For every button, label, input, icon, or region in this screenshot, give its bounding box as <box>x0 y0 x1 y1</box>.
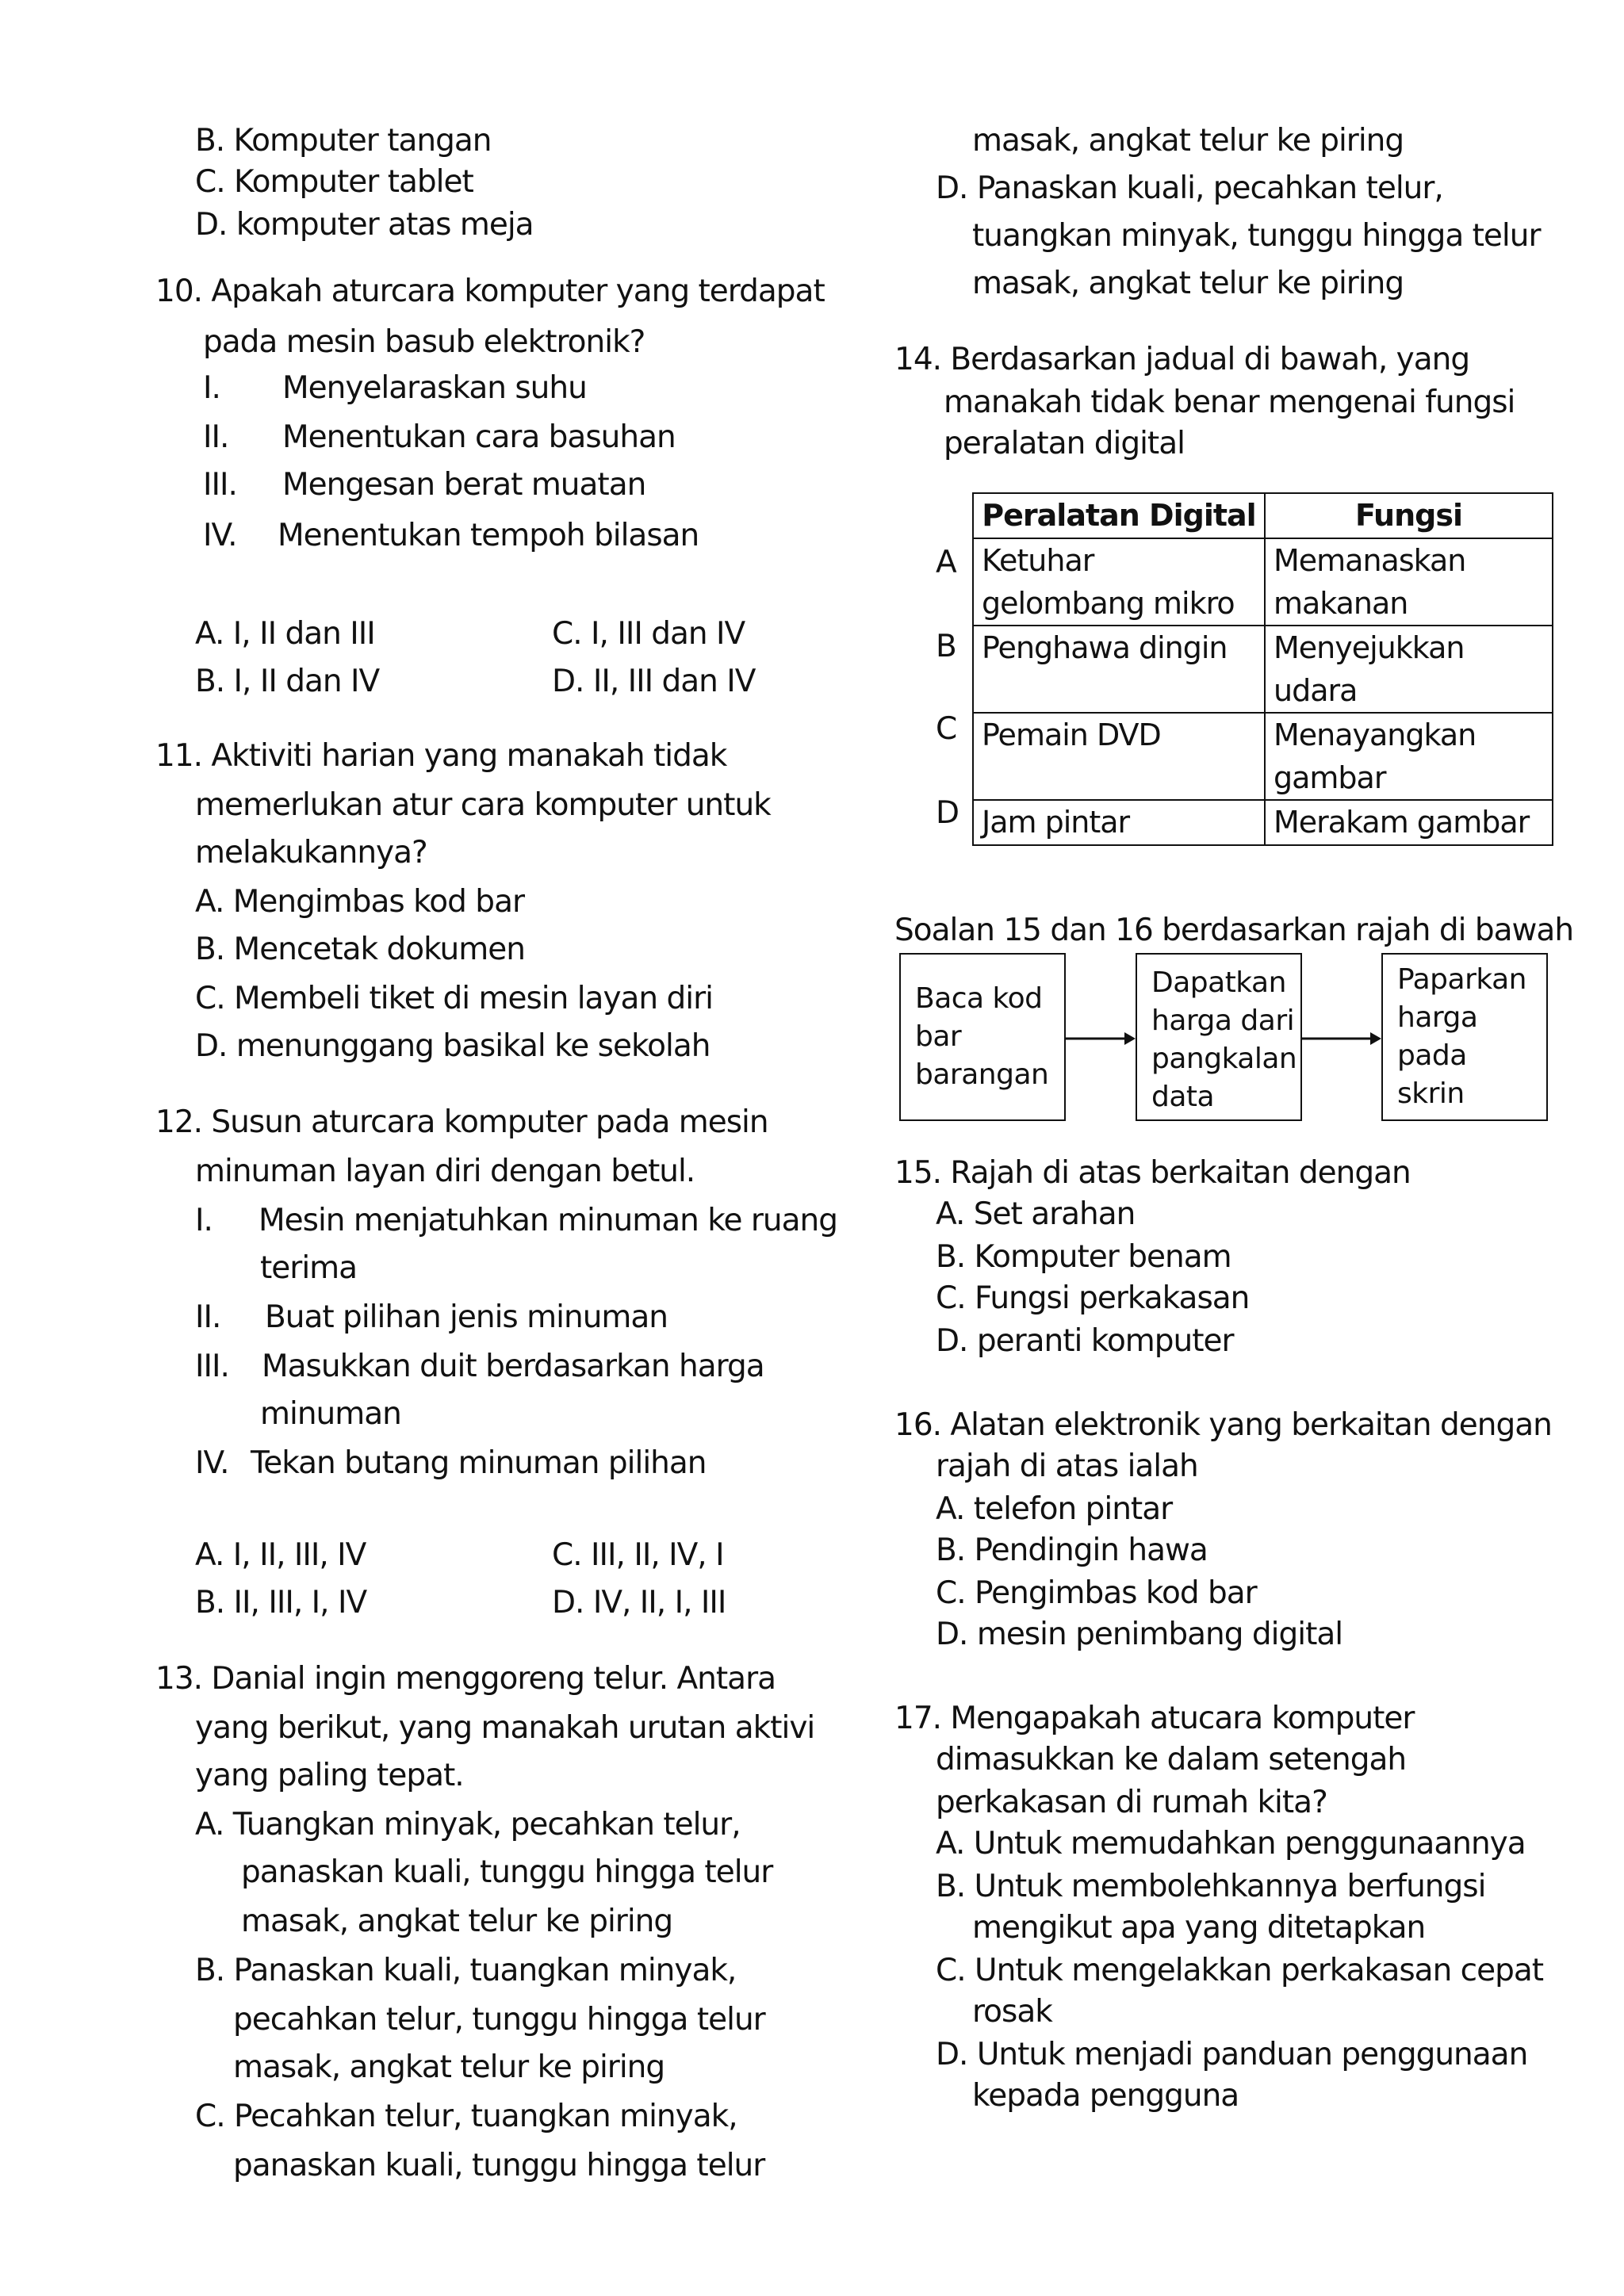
q12-item-2-num: II. <box>195 1299 221 1335</box>
q17-option-d-line1: D. Untuk menjadi panduan penggunaan <box>936 2037 1528 2072</box>
q12-item-3-line2: minuman <box>260 1396 401 1432</box>
table-header-function: Fungsi <box>1265 493 1553 538</box>
table-cell-device: Ketuhar gelombang mikro <box>973 538 1265 626</box>
q13-option-a-line3: masak, angkat telur ke piring <box>241 1904 673 1939</box>
q17-option-b-line2: mengikut apa yang ditetapkan <box>972 1910 1426 1946</box>
q14-stem-line3: peralatan digital <box>944 426 1185 461</box>
diagram-intro: Soalan 15 dan 16 berdasarkan rajah di bawah <box>894 913 1574 948</box>
table-cell-function: Menyejukkan udara <box>1265 626 1553 713</box>
flow-box-scan: Baca kod bar barangan <box>899 953 1066 1121</box>
q15-option-b: B. Komputer benam <box>936 1239 1231 1275</box>
q14-row-d-letter: D <box>936 795 959 831</box>
q13-option-b-line2: pecahkan telur, tunggu hingga telur <box>233 2002 765 2038</box>
q12-item-3-num: III. <box>195 1349 229 1384</box>
q12-item-4-num: IV. <box>195 1445 229 1481</box>
q10-item-1-num: I. <box>203 370 220 406</box>
q10-option-a: A. I, II dan III <box>195 616 375 652</box>
q10-stem-line1: 10. Apakah aturcara komputer yang terdapat <box>155 274 825 309</box>
q10-item-4-num: IV. <box>203 518 237 553</box>
q12-item-1-line1: Mesin menjatuhkan minuman ke ruang <box>259 1203 837 1238</box>
q17-option-b-line1: B. Untuk membolehkannya berfungsi <box>936 1869 1486 1904</box>
q13-option-c-line1: C. Pecahkan telur, tuangkan minyak, <box>195 2099 737 2134</box>
table-cell-device: Jam pintar <box>973 800 1265 845</box>
table-row <box>973 713 1553 800</box>
q17-option-a-line1: A. Untuk memudahkan penggunaannya <box>936 1826 1526 1862</box>
q10-option-c: C. I, III dan IV <box>552 616 745 652</box>
q12-item-1-line2: terima <box>260 1250 358 1286</box>
q16-option-b: B. Pendingin hawa <box>936 1533 1208 1568</box>
q12-option-b: B. II, III, I, IV <box>195 1585 367 1621</box>
q10-stem-line2: pada mesin basub elektronik? <box>203 324 645 360</box>
q15-option-d: D. peranti komputer <box>936 1323 1234 1359</box>
table-header-device: Peralatan Digital <box>973 493 1265 538</box>
q13-stem-line1: 13. Danial ingin menggoreng telur. Antara <box>155 1661 776 1697</box>
table-cell-function: Merakam gambar <box>1265 800 1553 845</box>
q13-option-c-line3: masak, angkat telur ke piring <box>972 123 1404 159</box>
q11-stem-line3: melakukannya? <box>195 835 427 871</box>
q12-option-a: A. I, II, III, IV <box>195 1537 366 1573</box>
q9-option-b: B. Komputer tangan <box>195 123 492 159</box>
q10-option-b: B. I, II dan IV <box>195 664 380 699</box>
q10-item-4-text: Menentukan tempoh bilasan <box>278 518 699 553</box>
q14-stem-line2: manakah tidak benar mengenai fungsi <box>944 385 1515 420</box>
q14-stem-line1: 14. Berdasarkan jadual di bawah, yang <box>894 342 1470 377</box>
q13-option-d-line1: D. Panaskan kuali, pecahkan telur, <box>936 170 1443 206</box>
flow-arrow-2 <box>1302 1023 1383 1054</box>
q11-option-d: D. menunggang basikal ke sekolah <box>195 1028 710 1064</box>
q17-option-c-line2: rosak <box>972 1994 1052 2030</box>
q15-stem: 15. Rajah di atas berkaitan dengan <box>894 1155 1411 1191</box>
q13-option-b-line1: B. Panaskan kuali, tuangkan minyak, <box>195 1953 737 1988</box>
q14-row-b-letter: B <box>936 629 956 664</box>
q13-option-d-line2: tuangkan minyak, tunggu hingga telur <box>972 218 1541 254</box>
q15-option-c: C. Fungsi perkakasan <box>936 1280 1250 1316</box>
table-cell-function: Memanaskan makanan <box>1265 538 1553 626</box>
q10-item-2-num: II. <box>203 419 229 455</box>
q12-item-3-line1: Masukkan duit berdasarkan harga <box>262 1349 764 1384</box>
flow-box-display: Paparkan harga pada skrin <box>1381 953 1548 1121</box>
q16-option-c: C. Pengimbas kod bar <box>936 1575 1257 1611</box>
q12-stem-line1: 12. Susun aturcara komputer pada mesin <box>155 1104 768 1140</box>
flow-arrow-1 <box>1066 1023 1137 1054</box>
q15-option-a: A. Set arahan <box>936 1196 1136 1232</box>
q11-option-a: A. Mengimbas kod bar <box>195 884 524 920</box>
q16-stem-line2: rajah di atas ialah <box>936 1448 1198 1484</box>
q17-option-d-line2: kepada pengguna <box>972 2078 1239 2114</box>
q9-option-c: C. Komputer tablet <box>195 164 473 200</box>
q13-option-c-line2: panaskan kuali, tunggu hingga telur <box>233 2148 765 2183</box>
q16-option-a: A. telefon pintar <box>936 1491 1173 1527</box>
table-row <box>973 800 1553 845</box>
q17-stem-line3: perkakasan di rumah kita? <box>936 1785 1327 1820</box>
table-row <box>973 538 1553 626</box>
q10-item-2-text: Menentukan cara basuhan <box>282 419 676 455</box>
q12-item-1-num: I. <box>195 1203 213 1238</box>
q10-item-3-num: III. <box>203 467 237 503</box>
q16-option-d: D. mesin penimbang digital <box>936 1617 1343 1652</box>
table-cell-device: Pemain DVD <box>973 713 1265 800</box>
flow-box-fetch-price: Dapatkan harga dari pangkalan data <box>1136 953 1302 1121</box>
q13-option-a-line2: panaskan kuali, tunggu hingga telur <box>241 1854 773 1890</box>
q17-stem-line2: dimasukkan ke dalam setengah <box>936 1742 1407 1777</box>
q11-stem-line1: 11. Aktiviti harian yang manakah tidak <box>155 738 727 774</box>
q11-stem-line2: memerlukan atur cara komputer untuk <box>195 787 771 823</box>
q13-stem-line2: yang berikut, yang manakah urutan aktivi <box>195 1710 815 1746</box>
q13-option-a-line1: A. Tuangkan minyak, pecahkan telur, <box>195 1807 741 1843</box>
q11-option-c: C. Membeli tiket di mesin layan diri <box>195 981 714 1016</box>
q14-row-a-letter: A <box>936 545 956 580</box>
q9-option-d: D. komputer atas meja <box>195 207 534 243</box>
device-function-table <box>972 492 1553 846</box>
q14-row-c-letter: C <box>936 711 957 747</box>
q13-stem-line3: yang paling tepat. <box>195 1758 464 1793</box>
q10-item-1-text: Menyelaraskan suhu <box>282 370 587 406</box>
table-cell-function: Menayangkan gambar <box>1265 713 1553 800</box>
q10-item-3-text: Mengesan berat muatan <box>282 467 646 503</box>
q12-option-d: D. IV, II, I, III <box>552 1585 726 1621</box>
q12-item-4-line1: Tekan butang minuman pilihan <box>251 1445 707 1481</box>
q12-stem-line2: minuman layan diri dengan betul. <box>195 1154 695 1189</box>
q11-option-b: B. Mencetak dokumen <box>195 932 525 967</box>
table-cell-device: Penghawa dingin <box>973 626 1265 713</box>
q17-option-c-line1: C. Untuk mengelakkan perkakasan cepat <box>936 1953 1544 1988</box>
q13-option-b-line3: masak, angkat telur ke piring <box>233 2049 665 2085</box>
q13-option-d-line3: masak, angkat telur ke piring <box>972 266 1404 301</box>
q12-option-c: C. III, II, IV, I <box>552 1537 724 1573</box>
q16-stem-line1: 16. Alatan elektronik yang berkaitan dengan <box>894 1407 1552 1443</box>
table-row <box>973 626 1553 713</box>
q10-option-d: D. II, III dan IV <box>552 664 756 699</box>
q12-item-2-line1: Buat pilihan jenis minuman <box>265 1299 668 1335</box>
q17-stem-line1: 17. Mengapakah atucara komputer <box>894 1701 1415 1736</box>
